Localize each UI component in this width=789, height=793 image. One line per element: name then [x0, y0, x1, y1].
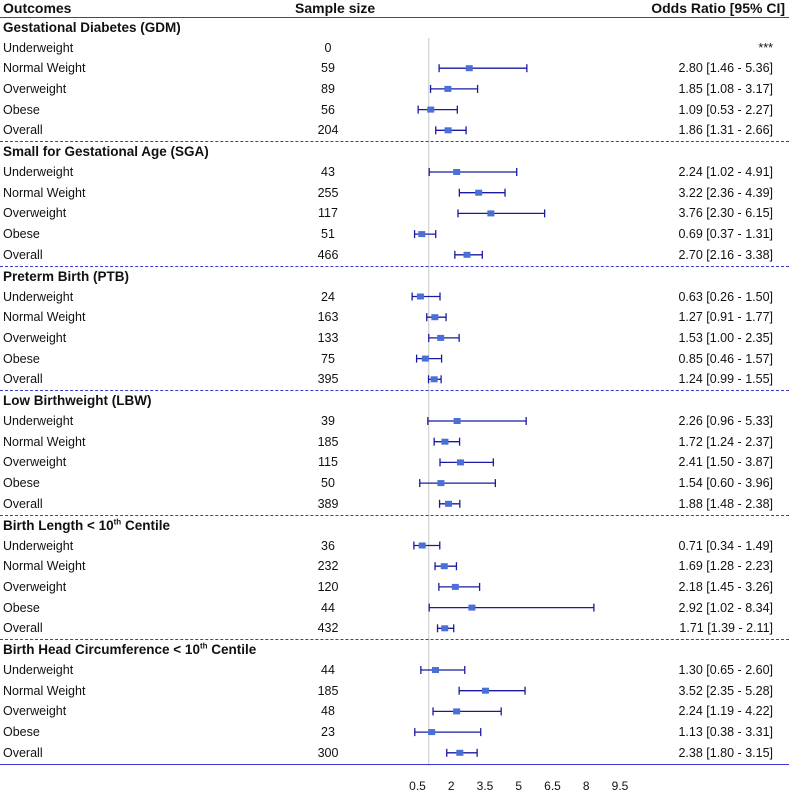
point-estimate [456, 750, 463, 756]
row-sample-size: 120 [317, 579, 339, 594]
row-label: Underweight [3, 538, 74, 553]
row-sample-size: 232 [317, 559, 339, 574]
bottom-rule [0, 764, 789, 765]
row-label: Overweight [3, 330, 67, 345]
row-label: Normal Weight [3, 310, 86, 325]
row-label: Underweight [3, 40, 74, 55]
row-odds-ratio: 2.26 [0.96 - 5.33] [678, 414, 773, 428]
row-odds-ratio: 1.27 [0.91 - 1.77] [678, 310, 773, 325]
point-estimate [418, 231, 425, 237]
row-sample-size: 0 [324, 40, 332, 55]
group-title [3, 393, 151, 408]
row-label: Obese [3, 227, 40, 242]
row-sample-size: 466 [317, 247, 339, 262]
row-odds-ratio: 1.54 [0.60 - 3.96] [678, 476, 773, 491]
x-tick-label: 6.5 [544, 779, 561, 793]
row-label: Overall [3, 372, 43, 387]
point-estimate [441, 563, 448, 569]
group-separator [0, 266, 789, 267]
group-title-text: Low Birthweight (LBW) [3, 393, 152, 408]
row-sample-size: 163 [317, 310, 339, 325]
row-sample-size: 432 [317, 621, 339, 636]
row-odds-ratio: 1.09 [0.53 - 2.27] [678, 102, 773, 117]
header-odds-ratio: Odds Ratio [95% CI] [651, 0, 785, 16]
row-sample-size: 89 [321, 81, 335, 96]
row-sample-size: 395 [317, 372, 339, 387]
row-odds-ratio: 1.69 [1.28 - 2.23] [678, 559, 773, 574]
row-sample-size: 44 [321, 600, 335, 615]
point-estimate [444, 86, 451, 92]
row-label: Underweight [3, 165, 74, 179]
row-label: Normal Weight [3, 434, 86, 449]
group-title-suffix: Centile [207, 642, 257, 657]
point-estimate [452, 584, 459, 590]
x-tick-label: 5 [515, 779, 523, 793]
point-estimate [437, 335, 444, 341]
row-label: Overweight [3, 579, 67, 594]
point-estimate [437, 480, 444, 486]
row-odds-ratio: *** [758, 40, 773, 55]
point-estimate [454, 418, 461, 424]
row-odds-ratio: 1.24 [0.99 - 1.55] [678, 372, 773, 387]
point-estimate [475, 190, 482, 196]
row-label: Overall [3, 496, 43, 511]
row-label: Overall [3, 247, 43, 262]
row-sample-size: 204 [317, 123, 339, 138]
row-odds-ratio: 1.13 [0.38 - 3.31] [678, 725, 773, 740]
row-odds-ratio: 3.76 [2.30 - 6.15] [678, 206, 773, 221]
point-estimate [441, 625, 448, 631]
row-odds-ratio: 2.41 [1.50 - 3.87] [678, 455, 773, 470]
group-separator [0, 515, 789, 516]
group-title [3, 269, 129, 284]
row-odds-ratio: 0.69 [0.37 - 1.31] [678, 227, 773, 242]
row-label: Obese [3, 600, 40, 615]
row-label: Underweight [3, 414, 74, 428]
row-sample-size: 36 [321, 538, 335, 553]
row-label: Overall [3, 621, 43, 636]
row-sample-size: 51 [321, 227, 335, 242]
point-estimate [445, 501, 452, 507]
row-label: Obese [3, 351, 40, 366]
point-estimate [445, 127, 452, 133]
row-odds-ratio: 1.86 [1.31 - 2.66] [678, 123, 773, 138]
row-sample-size: 133 [317, 330, 339, 345]
row-odds-ratio: 1.72 [1.24 - 2.37] [678, 434, 773, 449]
row-label: Underweight [3, 663, 74, 677]
point-estimate [419, 543, 426, 549]
x-tick-label: 9.5 [611, 779, 629, 793]
row-label: Obese [3, 725, 40, 740]
row-sample-size: 43 [321, 165, 335, 179]
row-label: Normal Weight [3, 61, 86, 76]
group-title-suffix: Centile [121, 517, 170, 533]
row-sample-size: 117 [318, 206, 338, 221]
row-sample-size: 39 [321, 414, 335, 428]
row-sample-size: 23 [321, 725, 335, 740]
group-title-text: Birth Length < 10 [3, 517, 114, 533]
point-estimate [453, 708, 460, 714]
row-label: Underweight [3, 289, 74, 304]
row-label: Normal Weight [3, 683, 86, 698]
point-estimate [417, 294, 424, 300]
row-odds-ratio: 1.53 [1.00 - 2.35] [678, 330, 773, 345]
row-sample-size: 255 [317, 185, 339, 200]
point-estimate [453, 169, 460, 175]
row-odds-ratio: 2.24 [1.19 - 4.22] [678, 704, 773, 719]
point-estimate [441, 439, 448, 445]
group-title-text: Small for Gestational Age (SGA) [3, 144, 209, 159]
header-outcomes: Outcomes [3, 0, 72, 16]
group-title-text: Birth Head Circumference < 10 [3, 642, 200, 657]
row-odds-ratio: 1.71 [1.39 - 2.11] [679, 621, 773, 636]
row-odds-ratio: 2.38 [1.80 - 3.15] [678, 745, 773, 760]
row-label: Overall [3, 745, 43, 760]
point-estimate [428, 729, 435, 735]
row-label: Obese [3, 476, 40, 491]
point-estimate [431, 314, 438, 320]
row-odds-ratio: 2.18 [1.45 - 3.26] [678, 579, 773, 594]
point-estimate [466, 65, 473, 71]
row-odds-ratio: 1.85 [1.08 - 3.17] [678, 81, 773, 96]
row-sample-size: 56 [321, 102, 335, 117]
group-title-superscript: th [199, 641, 208, 651]
row-sample-size: 50 [321, 476, 335, 491]
x-tick-label: 0.5 [409, 779, 426, 793]
row-sample-size: 389 [317, 496, 339, 511]
row-label: Overweight [3, 704, 67, 719]
row-sample-size: 44 [321, 663, 335, 677]
row-odds-ratio: 0.63 [0.26 - 1.50] [678, 289, 773, 304]
row-sample-size: 300 [317, 745, 339, 760]
row-odds-ratio: 2.92 [1.02 - 8.34] [678, 600, 773, 615]
row-label: Overall [3, 123, 43, 138]
group-separator [0, 639, 789, 640]
point-estimate [487, 210, 494, 216]
row-sample-size: 24 [321, 289, 335, 304]
row-odds-ratio: 2.80 [1.46 - 5.36] [678, 61, 773, 76]
row-label: Obese [3, 102, 40, 117]
group-title-superscript: th [113, 517, 122, 526]
group-title [3, 518, 170, 533]
x-tick-label: 3.5 [476, 779, 494, 793]
point-estimate [422, 356, 429, 362]
row-odds-ratio: 2.70 [2.16 - 3.38] [678, 247, 773, 262]
row-label: Overweight [3, 455, 67, 470]
point-estimate [468, 605, 475, 611]
row-odds-ratio: 3.22 [2.36 - 4.39] [678, 185, 773, 200]
group-title-text: Preterm Birth (PTB) [3, 268, 130, 284]
group-title [3, 20, 181, 35]
group-separator [0, 390, 789, 391]
point-estimate [431, 376, 438, 382]
row-odds-ratio: 1.88 [1.48 - 2.38] [678, 496, 773, 511]
point-estimate [432, 667, 439, 673]
row-sample-size: 185 [317, 434, 339, 449]
header-rule [0, 17, 789, 18]
row-odds-ratio: 3.52 [2.35 - 5.28] [678, 683, 773, 698]
row-sample-size: 59 [321, 61, 335, 76]
row-sample-size: 48 [321, 704, 335, 719]
row-odds-ratio: 2.24 [1.02 - 4.91] [678, 165, 773, 179]
point-estimate [427, 107, 434, 113]
row-odds-ratio: 0.85 [0.46 - 1.57] [678, 351, 773, 366]
x-tick-label: 8 [582, 779, 590, 793]
row-label: Normal Weight [3, 559, 86, 574]
group-title [3, 642, 256, 657]
x-tick-label: 2 [447, 779, 455, 793]
row-label: Normal Weight [3, 185, 86, 200]
group-title-text: Gestational Diabetes (GDM) [3, 19, 181, 35]
row-sample-size: 185 [317, 683, 339, 698]
row-label: Overweight [3, 81, 67, 96]
point-estimate [464, 252, 471, 258]
header-sample-size: Sample size [295, 0, 376, 16]
group-separator [0, 141, 789, 142]
row-sample-size: 75 [321, 351, 335, 366]
row-sample-size: 115 [318, 455, 338, 470]
point-estimate [457, 459, 464, 465]
row-odds-ratio: 1.30 [0.65 - 2.60] [678, 663, 773, 677]
row-odds-ratio: 0.71 [0.34 - 1.49] [678, 538, 773, 553]
point-estimate [482, 688, 489, 694]
group-title [3, 144, 209, 159]
row-label: Overweight [3, 206, 67, 221]
